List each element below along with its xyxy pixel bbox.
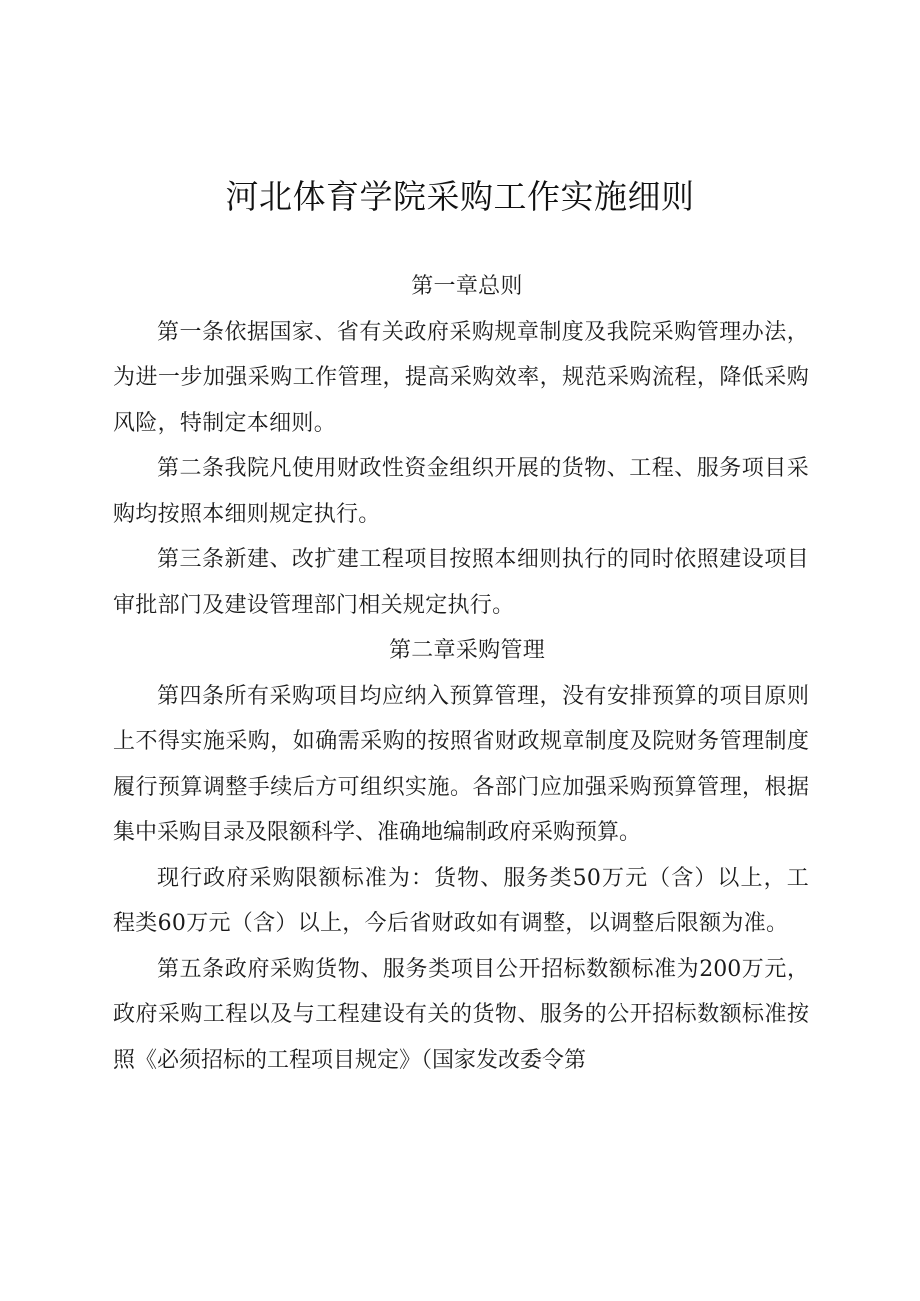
article-paragraph: 第三条新建、改扩建工程项目按照本细则执行的同时依照建设项目审批部门及建设管理部门相关规定执行。 (113, 547, 809, 618)
article-paragraph: 第二条我院凡使用财政性资金组织开展的货物、工程、服务项目采购均按照本细则规定执行。 (113, 456, 809, 527)
article-paragraph: 第五条政府采购货物、服务类项目公开招标数额标准为200万元，政府采购工程以及与工程建设有关的货物、服务的公开招标数额标准按照《必须招标的工程项目规定》（国家发改委令第 (113, 956, 809, 1073)
article-paragraph: 第四条所有采购项目均应纳入预算管理，没有安排预算的项目原则上不得实施采购，如确需采购的按照省财政规章制度及院财务管理制度履行预算调整手续后方可组织实施。各部门应加强采购预算管理，根据集中采购目录及限额科学、准确地编制政府采购预算。 (113, 683, 809, 845)
article-paragraph: 现行政府采购限额标准为：货物、服务类50万元（含）以上，工程类60万元（含）以上，今后省财政如有调整，以调整后限额为准。 (113, 865, 809, 936)
document-body (113, 264, 809, 1083)
article-paragraph: 第一条依据国家、省有关政府采购规章制度及我院采购管理办法，为进一步加强采购工作管理，提高采购效率，规范采购流程，降低采购风险，特制定本细则。 (113, 319, 809, 436)
chapter-heading: 第二章采购管理 (388, 638, 546, 663)
chapter-heading: 第一章总则 (411, 274, 523, 299)
document-title: 河北体育学院采购工作实施细则 (225, 177, 695, 216)
